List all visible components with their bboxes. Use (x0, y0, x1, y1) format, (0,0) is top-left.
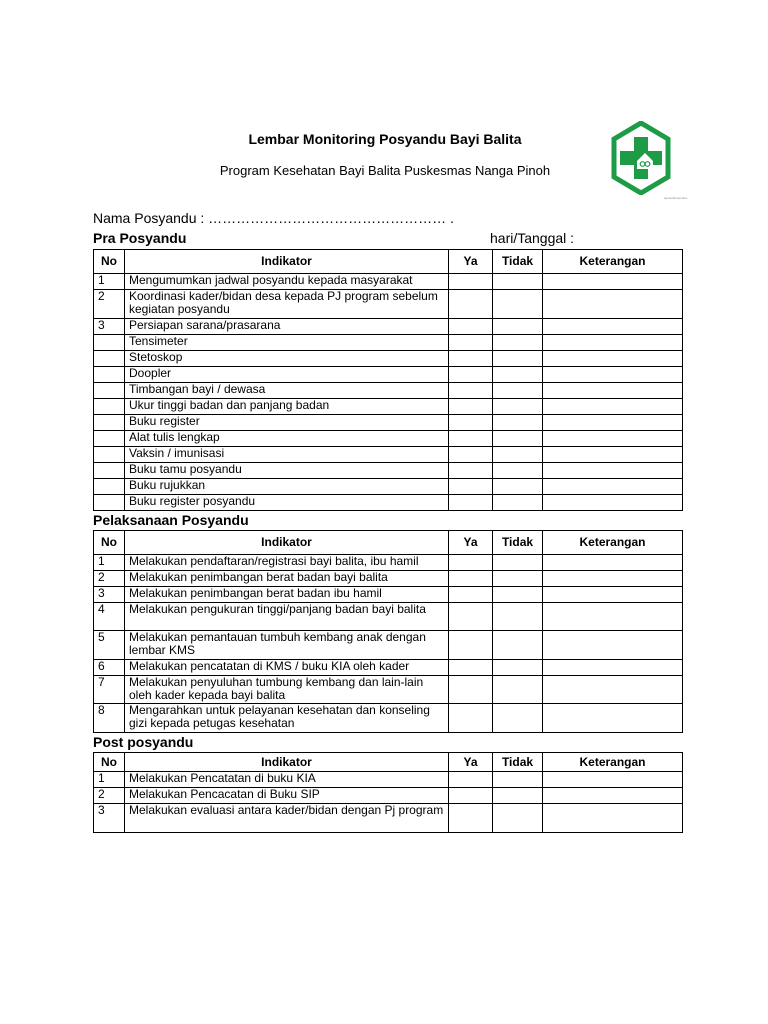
table-row (94, 319, 683, 335)
cell-indikator: Alat tulis lengkap (125, 431, 449, 447)
table-post-posyandu (93, 752, 683, 833)
cell-indikator: Ukur tinggi badan dan panjang badan (125, 399, 449, 415)
cell-keterangan[interactable] (543, 495, 683, 511)
cell-ya[interactable] (449, 463, 493, 479)
cell-ya[interactable] (449, 335, 493, 351)
cell-ya[interactable] (449, 772, 493, 788)
cell-ya[interactable] (449, 415, 493, 431)
cell-tidak[interactable] (493, 804, 543, 833)
cell-no (94, 335, 125, 351)
cell-keterangan[interactable] (543, 788, 683, 804)
cell-tidak[interactable] (493, 351, 543, 367)
cell-ya[interactable] (449, 571, 493, 587)
cell-ya[interactable] (449, 319, 493, 335)
cell-keterangan[interactable] (543, 704, 683, 733)
cell-keterangan[interactable] (543, 479, 683, 495)
table-row (94, 351, 683, 367)
table-row (94, 431, 683, 447)
cell-no (94, 415, 125, 431)
cell-tidak[interactable] (493, 399, 543, 415)
cell-tidak[interactable] (493, 431, 543, 447)
table-row (94, 788, 683, 804)
cell-no (94, 399, 125, 415)
cell-tidak[interactable] (493, 495, 543, 511)
cell-indikator: Melakukan pendaftaran/registrasi bayi balita, ibu hamil (125, 555, 449, 571)
header-ya: Ya (449, 250, 493, 274)
cell-indikator: Timbangan bayi / dewasa (125, 383, 449, 399)
table-row (94, 631, 683, 660)
cell-no (94, 383, 125, 399)
cell-ya[interactable] (449, 704, 493, 733)
logo-caption: ayosehat.kemkes (664, 196, 688, 200)
table-row (94, 274, 683, 290)
cell-ya[interactable] (449, 290, 493, 319)
table-row (94, 383, 683, 399)
cell-indikator: Buku rujukkan (125, 479, 449, 495)
cell-tidak[interactable] (493, 587, 543, 603)
cell-no: 3 (94, 319, 125, 335)
cell-keterangan[interactable] (543, 431, 683, 447)
table-row (94, 676, 683, 704)
cell-no (94, 463, 125, 479)
section-label-pelaksanaan-posyandu: Pelaksanaan Posyandu (93, 512, 249, 528)
cell-keterangan[interactable] (543, 555, 683, 571)
cell-indikator: Mengumumkan jadwal posyandu kepada masyarakat (125, 274, 449, 290)
cell-no: 4 (94, 603, 125, 631)
header-no: No (94, 531, 125, 555)
cell-indikator: Melakukan penimbangan berat badan ibu hamil (125, 587, 449, 603)
cell-no: 2 (94, 788, 125, 804)
cell-indikator: Melakukan Pencacatan di Buku SIP (125, 788, 449, 804)
cell-ya[interactable] (449, 447, 493, 463)
cell-keterangan[interactable] (543, 587, 683, 603)
cell-indikator: Buku tamu posyandu (125, 463, 449, 479)
cell-no: 1 (94, 274, 125, 290)
cell-keterangan[interactable] (543, 335, 683, 351)
cell-keterangan[interactable] (543, 603, 683, 631)
cell-indikator: Doopler (125, 367, 449, 383)
table-row (94, 804, 683, 833)
table-row (94, 367, 683, 383)
cell-keterangan[interactable] (543, 571, 683, 587)
cell-tidak[interactable] (493, 571, 543, 587)
cell-indikator: Melakukan Pencatatan di buku KIA (125, 772, 449, 788)
cell-tidak[interactable] (493, 555, 543, 571)
cell-no: 8 (94, 704, 125, 733)
header-indikator: Indikator (125, 531, 449, 555)
section-label-pra-posyandu: Pra Posyandu (93, 230, 187, 246)
nama-posyandu-field: Nama Posyandu : …………………………………………… . (93, 210, 454, 226)
cell-no: 7 (94, 676, 125, 704)
table-row (94, 660, 683, 676)
cell-keterangan[interactable] (543, 274, 683, 290)
table-header (94, 531, 683, 555)
header-indikator: Indikator (125, 250, 449, 274)
cell-indikator: Stetoskop (125, 351, 449, 367)
cell-ya[interactable] (449, 367, 493, 383)
cell-keterangan[interactable] (543, 383, 683, 399)
cell-ya[interactable] (449, 603, 493, 631)
cell-keterangan[interactable] (543, 660, 683, 676)
table-row (94, 704, 683, 733)
table-row (94, 290, 683, 319)
cell-tidak[interactable] (493, 335, 543, 351)
table-row (94, 555, 683, 571)
table-row (94, 447, 683, 463)
cell-keterangan[interactable] (543, 399, 683, 415)
cell-no: 2 (94, 290, 125, 319)
cell-indikator: Mengarahkan untuk pelayanan kesehatan dan konseling gizi kepada petugas kesehatan (125, 704, 449, 733)
cell-tidak[interactable] (493, 772, 543, 788)
cell-no (94, 495, 125, 511)
cell-tidak[interactable] (493, 274, 543, 290)
cell-indikator: Melakukan pencatatan di KMS / buku KIA oleh kader (125, 660, 449, 676)
cell-no: 5 (94, 631, 125, 660)
cell-tidak[interactable] (493, 290, 543, 319)
cell-tidak[interactable] (493, 603, 543, 631)
cell-tidak[interactable] (493, 367, 543, 383)
cell-ya[interactable] (449, 479, 493, 495)
header-ya: Ya (449, 753, 493, 772)
cell-no (94, 351, 125, 367)
table-row (94, 772, 683, 788)
table-header (94, 753, 683, 772)
cell-ya[interactable] (449, 631, 493, 660)
cell-keterangan[interactable] (543, 676, 683, 704)
header-no: No (94, 250, 125, 274)
header-indikator: Indikator (125, 753, 449, 772)
cell-ya[interactable] (449, 788, 493, 804)
table-row (94, 571, 683, 587)
table-pra-posyandu (93, 249, 683, 511)
header-tidak: Tidak (493, 753, 543, 772)
cell-indikator: Vaksin / imunisasi (125, 447, 449, 463)
cell-tidak[interactable] (493, 415, 543, 431)
cell-keterangan[interactable] (543, 367, 683, 383)
cell-ya[interactable] (449, 274, 493, 290)
page-title: Lembar Monitoring Posyandu Bayi Balita (248, 131, 522, 147)
header-keterangan: Keterangan (543, 250, 683, 274)
cell-no: 6 (94, 660, 125, 676)
cell-tidak[interactable] (493, 676, 543, 704)
header-keterangan: Keterangan (543, 531, 683, 555)
table-row (94, 399, 683, 415)
cell-tidak[interactable] (493, 479, 543, 495)
table-row (94, 587, 683, 603)
cell-keterangan[interactable] (543, 351, 683, 367)
table-row (94, 495, 683, 511)
cell-no: 3 (94, 804, 125, 833)
cell-ya[interactable] (449, 399, 493, 415)
cell-tidak[interactable] (493, 463, 543, 479)
cell-keterangan[interactable] (543, 804, 683, 833)
cell-tidak[interactable] (493, 383, 543, 399)
header-tidak: Tidak (493, 250, 543, 274)
cell-tidak[interactable] (493, 319, 543, 335)
cell-indikator: Melakukan penimbangan berat badan bayi balita (125, 571, 449, 587)
cell-indikator: Melakukan penyuluhan tumbung kembang dan lain-lain oleh kader kepada bayi balita (125, 676, 449, 704)
cell-indikator: Tensimeter (125, 335, 449, 351)
cell-keterangan[interactable] (543, 415, 683, 431)
cell-ya[interactable] (449, 495, 493, 511)
cell-keterangan[interactable] (543, 319, 683, 335)
cell-keterangan[interactable] (543, 447, 683, 463)
kemenkes-logo-icon (611, 121, 671, 195)
cell-tidak[interactable] (493, 704, 543, 733)
cell-indikator: Melakukan evaluasi antara kader/bidan dengan Pj program (125, 804, 449, 833)
cell-indikator: Melakukan pemantauan tumbuh kembang anak dengan lembar KMS (125, 631, 449, 660)
cell-no (94, 367, 125, 383)
cell-ya[interactable] (449, 804, 493, 833)
table-row (94, 335, 683, 351)
cell-keterangan[interactable] (543, 772, 683, 788)
cell-no (94, 431, 125, 447)
cell-indikator: Melakukan pengukuran tinggi/panjang badan bayi balita (125, 603, 449, 631)
table-row (94, 603, 683, 631)
cell-indikator: Persiapan sarana/prasarana (125, 319, 449, 335)
cell-ya[interactable] (449, 351, 493, 367)
cell-indikator: Koordinasi kader/bidan desa kepada PJ program sebelum kegiatan posyandu (125, 290, 449, 319)
table-header (94, 250, 683, 274)
cell-tidak[interactable] (493, 631, 543, 660)
cell-no (94, 479, 125, 495)
cell-no (94, 447, 125, 463)
cell-indikator: Buku register (125, 415, 449, 431)
header-tidak: Tidak (493, 531, 543, 555)
cell-keterangan[interactable] (543, 290, 683, 319)
cell-ya[interactable] (449, 431, 493, 447)
cell-tidak[interactable] (493, 788, 543, 804)
cell-tidak[interactable] (493, 447, 543, 463)
cell-no: 1 (94, 555, 125, 571)
header-keterangan: Keterangan (543, 753, 683, 772)
hari-tanggal-label: hari/Tanggal : (490, 230, 575, 246)
header-ya: Ya (449, 531, 493, 555)
page-subtitle: Program Kesehatan Bayi Balita Puskesmas Nanga Pinoh (219, 163, 551, 178)
table-row (94, 479, 683, 495)
cell-indikator: Buku register posyandu (125, 495, 449, 511)
cell-no: 2 (94, 571, 125, 587)
table-row (94, 463, 683, 479)
cell-ya[interactable] (449, 383, 493, 399)
table-pelaksanaan-posyandu (93, 530, 683, 733)
table-row (94, 415, 683, 431)
cell-no: 3 (94, 587, 125, 603)
cell-ya[interactable] (449, 587, 493, 603)
cell-ya[interactable] (449, 660, 493, 676)
cell-keterangan[interactable] (543, 631, 683, 660)
cell-no: 1 (94, 772, 125, 788)
section-label-post-posyandu: Post posyandu (93, 734, 194, 750)
cell-tidak[interactable] (493, 660, 543, 676)
cell-ya[interactable] (449, 676, 493, 704)
cell-keterangan[interactable] (543, 463, 683, 479)
header-no: No (94, 753, 125, 772)
cell-ya[interactable] (449, 555, 493, 571)
